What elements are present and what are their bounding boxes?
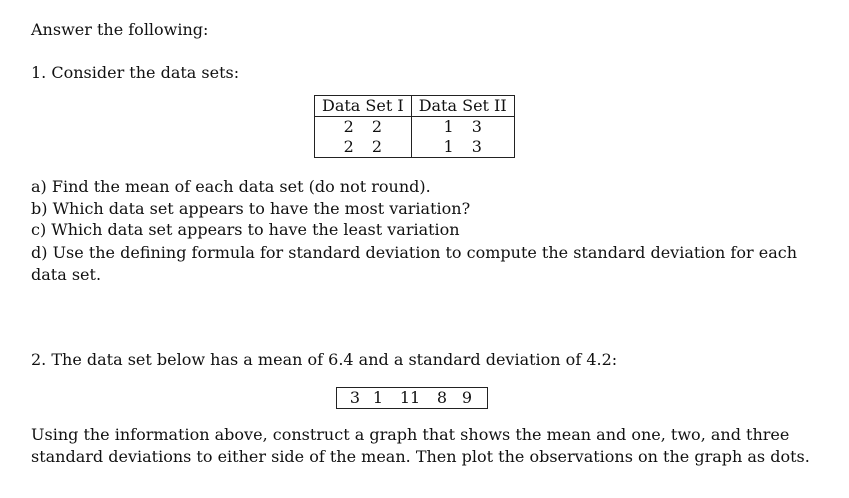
question-1-title: 1. Consider the data sets: <box>31 63 240 82</box>
data-value: 11 <box>399 388 421 407</box>
set-1-row-2 <box>315 137 411 157</box>
question-1-part-d: d) Use the defining formula for standard deviation to compute the standard deviation for each data set. <box>31 243 797 284</box>
data-values-row <box>336 387 488 409</box>
table-cell: 3 <box>471 137 482 156</box>
table-cell: 2 <box>371 117 383 136</box>
data-value: 9 <box>461 388 473 407</box>
table-cell: 1 <box>443 117 454 136</box>
table-cell: 2 <box>343 137 354 156</box>
data-sets-table <box>314 95 515 158</box>
data-value: 1 <box>372 388 384 407</box>
data-value: 3 <box>349 388 361 407</box>
question-1-part-c: c) Which data set appears to have the least variation <box>31 220 460 239</box>
set-1-row-1 <box>315 117 411 137</box>
table-header-set-1: Data Set I <box>315 96 412 117</box>
question-2-title: 2. The data set below has a mean of 6.4 and a standard deviation of 4.2: <box>31 350 618 369</box>
question-1-part-b: b) Which data set appears to have the most variation? <box>31 199 471 218</box>
table-cell: 1 <box>443 137 454 156</box>
table-cell: 2 <box>371 137 383 156</box>
table-cell: 2 <box>343 117 354 136</box>
table-row <box>315 137 515 158</box>
question-2-instructions: Using the information above, construct a graph that shows the mean and one, two, and three standard deviations to either side of the mean. Then plot the observations on the graph as dots. <box>31 425 810 466</box>
table-cell: 3 <box>471 117 482 136</box>
table-row <box>315 117 515 138</box>
set-2-row-1 <box>412 117 514 137</box>
intro-heading: Answer the following: <box>31 20 209 39</box>
question-1-part-a: a) Find the mean of each data set (do not round). <box>31 177 431 196</box>
table-header-set-2: Data Set II <box>411 96 514 117</box>
data-value: 8 <box>436 388 448 407</box>
set-2-row-2 <box>412 137 514 157</box>
